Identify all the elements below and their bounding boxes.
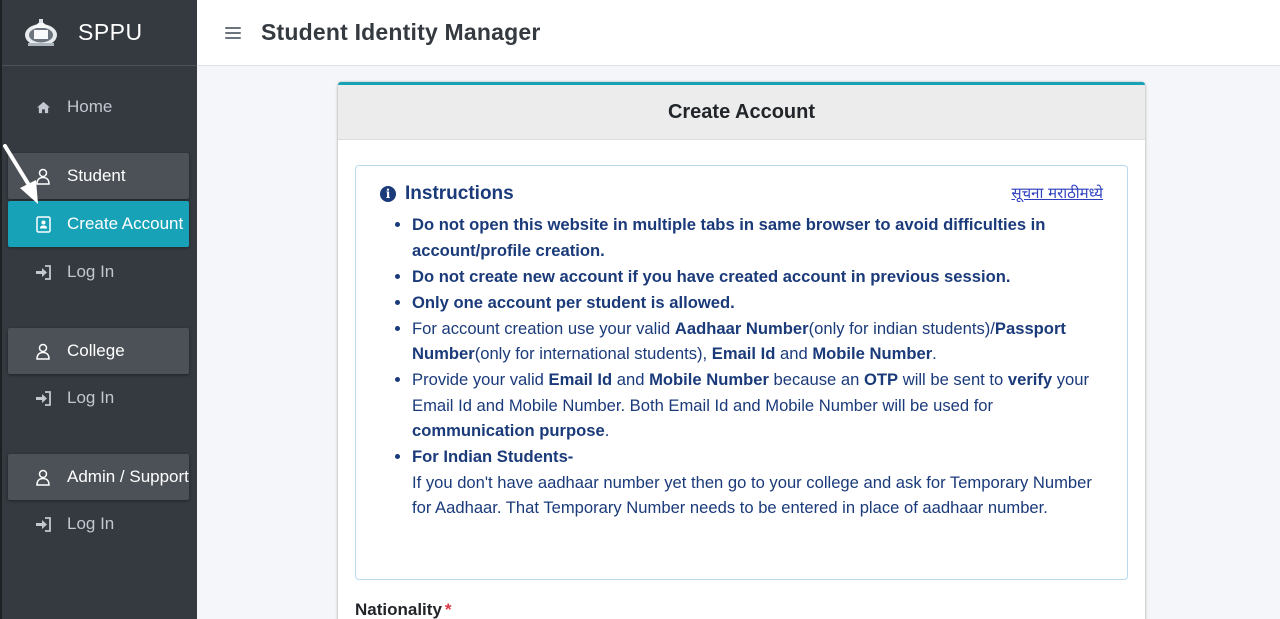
sidebar-item-label: Student (67, 166, 126, 185)
list-item: • Only one account per student is allowed. (412, 290, 1102, 316)
required-asterisk: * (444, 600, 452, 619)
list-item: • For Indian Students- If you don't have aadhaar number yet then go to your college and ask for Temporary Number for Aadhaar. That Temporary Number needs to be entered in place of aadhaar number. (412, 444, 1102, 521)
sign-in-icon (34, 515, 52, 533)
list-item: • Provide your valid Email Id and Mobile Number because an OTP will be sent to verify your Email Id and Mobile Number. Both Email Id and Mobile Number will be used for communication purpose. (412, 367, 1102, 444)
sidebar-item-label: Log In (67, 388, 115, 407)
user-icon (34, 342, 52, 360)
sidebar-section-admin-support[interactable] (8, 454, 189, 500)
info-icon: i (380, 186, 396, 202)
brand-name: SPPU (78, 19, 143, 45)
id-card-icon (34, 215, 52, 233)
create-account-card (338, 82, 1145, 619)
sidebar-item-student-login[interactable] (8, 249, 189, 295)
instructions-heading (380, 183, 514, 205)
top-navbar (197, 0, 1280, 66)
home-icon (34, 98, 52, 116)
sidebar-section-college[interactable] (8, 328, 189, 374)
list-item: • Do not create new account if you have created account in previous session. (412, 264, 1102, 290)
sign-in-icon (34, 263, 52, 281)
instructions-panel (355, 165, 1128, 580)
page-title: Student Identity Manager (261, 19, 541, 45)
list-item: • Do not open this website in multiple tabs in same browser to avoid difficulties in account/profile creation. (412, 212, 1102, 263)
sidebar-item-label: Create Account (67, 214, 184, 233)
sidebar-item-admin-login[interactable] (8, 501, 189, 547)
nationality-label: Nationality * (355, 600, 452, 619)
sidebar-item-college-login[interactable] (8, 375, 189, 421)
marathi-instructions-link[interactable]: सूचना मराठीमध्ये (1011, 184, 1103, 202)
sidebar (0, 0, 197, 619)
instructions-heading-text: Instructions (405, 183, 514, 204)
sidebar-item-label: Home (67, 97, 113, 116)
university-emblem-icon (22, 18, 60, 48)
instructions-list (412, 212, 1102, 521)
hamburger-icon[interactable] (225, 26, 241, 40)
list-item: • For account creation use your valid Aadhaar Number(only for indian students)/Passport Number(only for international students), Email Id and Mobile Number. (412, 316, 1102, 367)
sign-in-icon (34, 389, 52, 407)
sidebar-item-home[interactable] (8, 84, 189, 130)
user-icon (34, 468, 52, 486)
sidebar-item-label: Log In (67, 514, 115, 533)
sidebar-item-label: Admin / Support (67, 467, 189, 486)
sidebar-item-label: College (67, 341, 125, 360)
card-title: Create Account (338, 85, 1145, 140)
sidebar-item-label: Log In (67, 262, 115, 281)
brand[interactable] (2, 0, 197, 66)
annotation-arrow-icon (2, 140, 47, 210)
